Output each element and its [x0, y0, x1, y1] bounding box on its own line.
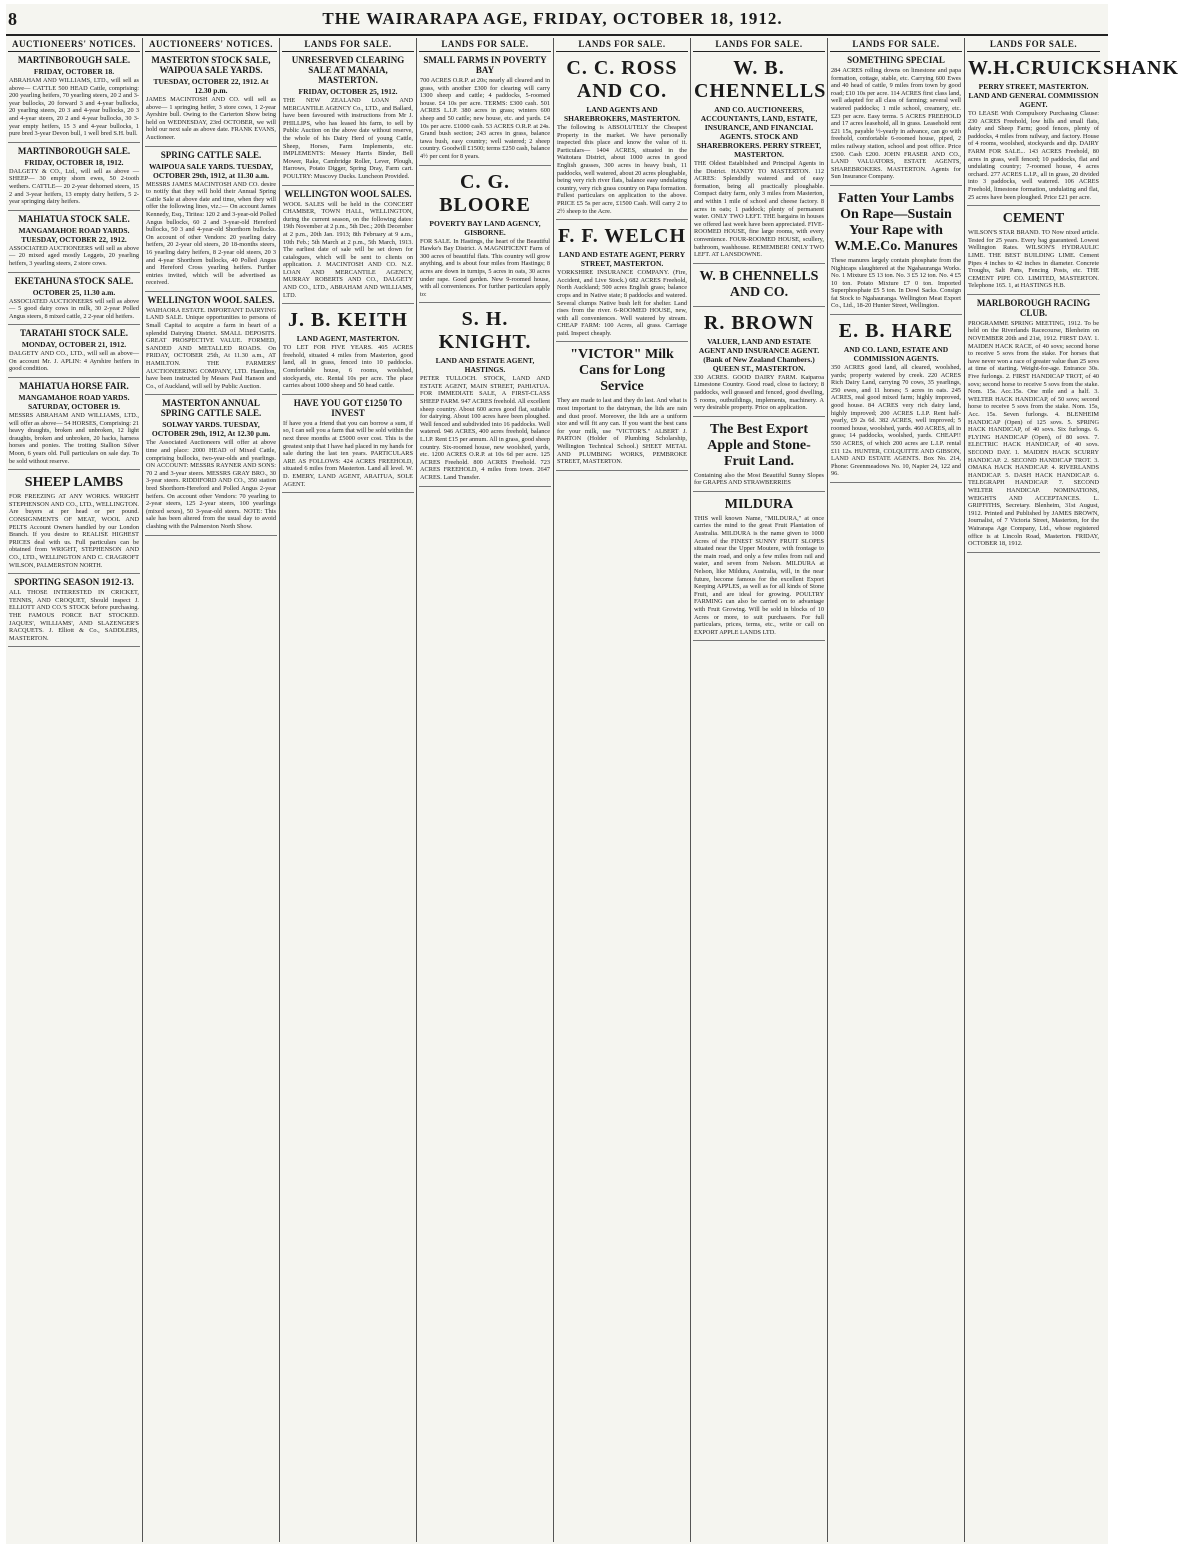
ad-body-text: WAIHAORA ESTATE. IMPORTANT DAIRYING LAND SALE. Unique opportunities to persons of Small Capital to acquire a farm in heart of a splendid Dairying District. SMALL DEPOSITS. GREAT PROSPECTIVE VALUE. FORMED, SANDED AND METALLED ROADS. On FRIDAY, OCTOBER 25th, At 11.30 a.m., AT HAMILTON. THE FARMERS' AUCTIONEERING COMPANY, LTD. Hamilton, have been instructed by Messrs Paul Hanson and Co., of Auckland, will sell by Public Auction.: [146, 306, 276, 390]
ad-heading: CEMENT: [1002, 211, 1065, 227]
advertisement: [419, 52, 551, 166]
ad-body-text: 700 ACRES O.R.P. at 20s; nearly all cleared and in grass, with another £300 for clearing will carry 1300 sheep and cattle; 4 paddocks, 5-roomed house. £4 10s per acre. TERMS: £300 cash. 501 ACRES L.I.P. 380 acres in grass; winters 600 sheep and 50 cattle; new house, etc. and yards. £4 10s per acre. £1000 cash. 53 ACRES O.R.P. at 24s. Grand bush section; 243 acres in grass, balance tawa bush, easy country; well watered; 2 sheep country. Goodwill £1500; terms £250 cash, balance 4½ per cent for 8 years.: [420, 77, 550, 160]
column-1: [6, 38, 143, 1542]
ad-subheading: FRIDAY, OCTOBER 18, 1912.: [24, 157, 124, 167]
ad-heading: MARTINBOROUGH SALE.: [17, 55, 131, 65]
advertisement: [8, 470, 140, 574]
ad-heading: HAVE YOU GOT £1250 TO INVEST: [293, 397, 403, 418]
advertisement: [145, 52, 277, 147]
ad-body-text: MESSRS ABRAHAM AND WILLIAMS, LTD., will offer as above— 54 HORSES, Comprising: 21 heavy draughts, broken and unbroken, 12 light draughts, broken and unbroken, 20 hacks, harness horses and ponies. The trotting Stallion Silver Moon, 6 years old. Full particulars on sale day. To be sold without reserve.: [9, 412, 139, 465]
column-2: [143, 38, 280, 1542]
ad-heading: MARLBOROUGH RACING CLUB.: [976, 297, 1091, 318]
ad-body-text: FOR FREEZING AT ANY WORKS. WRIGHT STEPHENSON AND CO., LTD., WELLINGTON. Are buyers at per head or per pound. CONSIGNMENTS OF MEAT, WOOL AND PELTS Account Owners handled by our London Branch. If you desire to REALISE HIGHEST PRICES deal with us. Full particulars can be obtained from WRIGHT, STEPHENSON AND CO., LTD., WELLINGTON AND C. CRAGROFT WILSON, PALMERSTON NORTH.: [9, 493, 139, 569]
ad-body-text: DALGETY & CO., Ltd., will sell as above — SHEEP— 30 empty shorn ewes, 50 2-tooth wethers. CATTLE— 20 2-year dehorned steers, 15 2 and 3-year heifers, 13 empty dairy heifers, 5 2-year springing dairy heifers.: [9, 167, 139, 206]
newspaper-title: THE WAIRARAPA AGE, FRIDAY, OCTOBER 18, 1912.: [322, 9, 783, 28]
ad-heading: E. B. HARE: [838, 320, 954, 343]
ad-heading: WELLINGTON WOOL SALES.: [147, 294, 275, 305]
ad-heading: W. B CHENNELLS AND CO.: [699, 268, 819, 300]
column-3: [280, 38, 417, 1542]
ad-heading: "VICTOR" Milk Cans for Long Service: [570, 347, 674, 395]
advertisement: [8, 273, 140, 326]
ad-body-text: The Associated Auctioneers will offer at above time and place: 2000 HEAD of Mixed Cattle, comprising bullocks, two-year-olds and yearlings. ON ACCOUNT: MESSRS RAYNER AND SONS: 70 2 and 3-year steers. MESSRS GRAY BRO., 30 3-year steers. RIDDIFORD AND CO., 350 station bred Shorthorn-Hereford and Polled Angus 2-year heifers. On account other Vendors: 70 yearling to 2-year steers, 125 2-year steers, 100 yearlings (mixed sexes), 50 3-year-old steers. NOTE: This sale has been altered from the usual day to avoid clashing with the Palmerston North Show.: [146, 439, 276, 530]
advertisement: [693, 417, 825, 492]
ad-subheading: LAND AGENT, MASTERTON.: [296, 334, 400, 344]
column-heading: LANDS FOR SALE.: [693, 38, 825, 52]
ad-body-text: FOR SALE. In Hastings, the heart of the Beautiful Hawke's Bay District. A MAGNIFICENT Farm of 300 acres of beautiful flats. This country will grow anything, and is about four miles from Hastings; 8 acres are down in turnips, 5 acres in oats, 30 acres under rape. Good garden. New 9-roomed house, with all conveniences. For further particulars apply to:: [420, 237, 550, 298]
ad-body-text: The following is ABSOLUTELY the Cheapest Property in the market. We have personally inspected this place and know the value of it. Particulars— 1404 ACRES, situated in the Waitotara District, about 1000 acres in good English grasses, 300 acres in heavy bush, 11 paddocks, well watered, about 20 acres ploughable, being very rich river flats, balance easy undulating country, very rich grass country on Papa formation. Fullest particulars on application to the above. PRICE £5 5s per acre, £1500 Cash. Will carry 2 to 2½ sheep to the Acre.: [557, 124, 687, 215]
ad-subheading: MONDAY, OCTOBER 21, 1912.: [21, 340, 127, 350]
ad-body-text: 330 ACRES. GOOD DAIRY FARM. Kaiparoa Limestone Country. Good road, close to factory; 8 paddocks, well grassed and fenced, good dwelling, 5 rooms, outbuildings, implements, machinery. A very desirable property. Price on application.: [694, 373, 824, 412]
advertisement: [419, 166, 551, 304]
ad-subheading: VALUER, LAND AND ESTATE AGENT AND INSURANCE AGENT. (Bank of New Zealand Chambers.) QUEEN ST., MASTERTON.: [698, 336, 820, 373]
ad-body-text: PETER TULLOCH. STOCK, LAND AND ESTATE AGENT, MAIN STREET, PAHIATUA. FOR IMMEDIATE SALE, A FIRST-CLASS SHEEP FARM. 947 ACRES freehold. All excellent sheep country. About 600 acres good flat, suitable for dairying. About 100 acres have been ploughed. Well fenced and subdivided into 16 paddocks. Well watered. 946 ACRES, 400 acres freehold, balance L.I.P. Rent £15 per annum. All in grass, good sheep country. Six-roomed house, new woolshed, yards, etc. 1200 ACRES O.R.P. at 10s 6d per acre. 125 ACRES Freehold. 800 ACRES Freehold. 723 ACRES FREEHOLD, 4 miles from town. 2647 ACRES. Land Transfer.: [420, 375, 550, 481]
ad-heading: Fatten Your Lambs On Rape—Sustain Your Rape with W.M.E.Co. Manures: [834, 190, 958, 254]
ad-heading: SOMETHING SPECIAL: [847, 55, 945, 65]
column-heading: LANDS FOR SALE.: [830, 38, 962, 52]
advertisement: [693, 492, 825, 642]
ad-body-text: ASSOCIATED AUCTIONEERS will sell as above— 20 mixed aged mostly Leggets, 20 yearling heifers, 3 yearling steers, 2 store cows.: [9, 244, 139, 267]
ad-body-text: THE NEW ZEALAND LOAN AND MERCANTILE AGENCY Co., LTD., and Ballard, have been favoured with instructions from Mr J. PHILLIPS, who has leased his farm, to sell by Public Auction on the above date without reserve, the whole of his Dairy Herd of young Cattle, Sheep, Horses, Farm Implements, etc. IMPLEMENTS: Messey Harris Binder, Bell Mower, Rake, Cambridge Roller, Lever, Plough, Harrows, Potato Digger, Spring Dray, Farm cart. POULTRY: Muscovy Ducks. Luncheon Provided.: [283, 97, 413, 180]
advertisement: [830, 186, 962, 315]
ad-heading: TARATAHI STOCK SALE.: [19, 328, 129, 339]
ad-heading: C. C. ROSS AND CO.: [566, 57, 678, 102]
column-heading: LANDS FOR SALE.: [556, 38, 688, 52]
ad-subheading: PERRY STREET, MASTERTON. LAND AND GENERAL COMMISSION AGENT.: [968, 82, 1099, 109]
advertisement: [830, 52, 962, 186]
ad-heading: SMALL FARMS IN POVERTY BAY: [423, 55, 547, 75]
ad-heading: W. B. CHENNELLS: [694, 57, 827, 102]
ad-body-text: ASSOCIATED AUCTIONEERS will sell as above— 5 good dairy cows in milk, 30 2-year Polled Angus steers, 8 mixed cattle, 2 2-year old heifers.: [9, 297, 139, 320]
column-5: [554, 38, 691, 1542]
ad-body-text: WILSON'S STAR BRAND. TO Now nixed article. Tested for 25 years. Every bag guaranteed. Lowest Wellington Rates. WILSON'S HYDRAULIC LIME. THE BEST BUILDING LIME. Cement Pipes 4 inches to 42 inches in diameter. Concrete Troughs, Salt Pans, Fencing Posts, etc. THE CEMENT PIPE CO. LIMITED, MASTERTON. Telephone 165. 1, at HASTINGS H.B.: [968, 229, 1099, 290]
ad-heading: J. B. KEITH: [288, 309, 408, 332]
column-7: [828, 38, 965, 1542]
newspaper-page: [6, 4, 1179, 1544]
ad-body-text: TO LET FOR FIVE YEARS. 405 ACRES freehold, situated 4 miles from Masterton, good land, all in grass, fenced into 10 paddocks. Comfortable house, 6 rooms, woolshed, stockyards, etc. Rental 10s per acre. The place carries about 1000 sheep and 50 head cattle.: [283, 344, 413, 390]
advertisement: [8, 211, 140, 273]
advertisement: [8, 378, 140, 470]
ad-subheading: AND CO. AUCTIONEERS, ACCOUNTANTS, LAND, ESTATE, INSURANCE, AND FINANCIAL AGENTS. STOCK AND SHAREBROKERS. PERRY STREET, MASTERTON.: [696, 105, 822, 159]
ad-heading: MASTERTON ANNUAL SPRING CATTLE SALE.: [160, 398, 262, 419]
advertisement: [8, 52, 140, 143]
advertisement: [830, 315, 962, 483]
ad-heading: MASTERTON STOCK SALE, WAIPOUA SALE YARDS.: [151, 55, 271, 75]
column-heading: AUCTIONEERS' NOTICES.: [145, 38, 277, 52]
ad-subheading: FRIDAY, OCTOBER 25, 1912.: [298, 87, 398, 96]
ad-subheading: LAND AND ESTATE AGENT, HASTINGS.: [435, 356, 535, 375]
advertisement: [145, 395, 277, 535]
ad-subheading: SOLWAY YARDS. TUESDAY, OCTOBER 29th, 1912, At 12.30 p.m.: [151, 420, 271, 439]
ad-heading: SHEEP LAMBS: [24, 475, 124, 491]
ad-body-text: If have you a friend that you can borrow a sum, if so, I can sell you a farm that will be sold within the next three months at £5000 over cost. This is the greatest snip that I have had placed in my hands for sale during the last ten years. PARTICULARS ARE AS FOLLOWS: 424 ACRES FREEHOLD, situated 6 miles from Masterton. Land all level. W. D. EMERY, LAND AGENT, ARAITUA, SOLE AGENT.: [283, 419, 413, 488]
ad-heading: F. F. WELCH: [557, 225, 687, 248]
ad-body-text: They are made to last and they do last. And what is most important to the dairyman, the lids are rain and dust proof. Moreover, the lids are a uniform size and will fit any can. If you want the best cans for your milk, use "VICTOR'S." ALBERT J. PARTON (Holder of Plumbing Scholarship, Wellington Technical School.) SHEET METAL AND PLUMBING WORKS, PEMBROKE STREET, MASTERTON.: [557, 397, 687, 466]
ad-heading: SPRING CATTLE SALE.: [160, 149, 262, 160]
ad-subheading: TUESDAY, OCTOBER 22, 1912. At 12.30 p.m.: [153, 77, 269, 95]
advertisement: [419, 303, 551, 486]
advertisement: [967, 206, 1100, 295]
ad-body-text: YORKSHIRE INSURANCE COMPANY. (Fire, Accident, and Live Stock.) 682 ACRES Freehold, North Auckland; 500 acres English grass; balance crops and in Native state; 8 paddocks and watered. Several clumps Native bush left for shelter. Land rises from the river. 6-ROOMED HOUSE, new, with all conveniences. Well watered by stream. CHEAP FARM: 100 Acres, all grass. Carriage paid. Inspect cheaply.: [557, 269, 687, 337]
advertisement: [145, 147, 277, 292]
ad-heading: SPORTING SEASON 1912-13.: [14, 577, 134, 588]
advertisement: [145, 292, 277, 396]
ad-body-text: DALGETY AND CO., LTD., will sell as above— On account Mr. J. APLIN: 4 Ayrshire heifers in good condition.: [9, 350, 139, 373]
advertisement: [8, 325, 140, 378]
ad-body-text: JAMES MACINTOSH AND CO. will sell as above— 1 springing heifer, 3 store cows, 1 2-year Ayrshire bull. Owing to the Carterton Show being held on WEDNESDAY, 23rd OCTOBER, we will hold our next sale as above date. FRANK EVANS, Auctioneer.: [146, 96, 276, 141]
ad-subheading: FRIDAY, OCTOBER 18.: [33, 67, 115, 76]
ad-body-text: WOOL SALES will be held in the CONCERT CHAMBER, TOWN HALL, WELLINGTON, during the current season, on the following dates: 19th November at 2 p.m., 5th Dec.; 20th December at 2 p.m., 20th Jan. 1913; 8th February at 9 a.m., 10th Feb.; 5th March at 2 p.m., 5th March, 1913. The earliest date of sale will be set down for catalogues, which will be sent to clients on application. J. MACINTOSH AND CO. N.Z. LOAN AND MERCANTILE AGENCY, MURRAY ROBERTS AND CO., DALGETY AND CO., LTD., ABRAHAM AND WILLIAMS, LTD.: [283, 200, 413, 299]
ad-body-text: PROGRAMME SPRING MEETING, 1912. To be held on the Riverlands Racecourse, Blenheim on NOVEMBER 20th and 21st, 1912. FIRST DAY. 1. MAIDEN HACK RACE, of 40 sovs; second horse to receive 5 sovs from the stake. For horses that have never won a race of greater value than 25 sovs at time of starting. Weight-for-age. Entrance 30s. Five furlongs. 2. FIRST HANDICAP TROT, of 40 sovs; second horse to receive 5 sovs from the stake. Nom. 15s. Acc.15s. One mile and a half. 3. WELTER HACK HANDICAP, of 50 sovs; second horse to receive 5 sovs from the stake. Nom. 15s, Acc. 15s. Seven furlongs. 4. BLENHEIM HANDICAP (Open) of 125 sovs. 5. SPRING HACK HANDICAP, of 40 sovs. Six furlongs. 6. FLYING HANDICAP (Open), of 80 sovs. 7. ELECTRIC HACK HANDICAP, of 40 sovs. SECOND DAY. 1. MAIDEN HACK SCURRY HANDICAP. 2. SECOND HANDICAP TROT. 3. OMAKA HACK HANDICAP. 4. RIVERLANDS HANDICAP. 5. DASH HACK HANDICAP. 6. TELEGRAPH HANDICAP. 7. SECOND WELTER HANDICAP. NOMINATIONS, WEIGHTS AND ACCEPTANCES. L. GRIFFITHS, Secretary. Blenheim, 31st August, 1912. Printed and Published by JAMES BROWN, Journalist, of 7 Victoria Street, Masterton, for the Wairarapa Age Company, Ltd., whose registered office is at Lincoln Road, Masterton. FRIDAY, OCTOBER 18, 1912.: [968, 319, 1099, 548]
advertisement: [556, 52, 688, 220]
advertisement: [693, 264, 825, 307]
advertisement: [693, 52, 825, 264]
ad-body-text: MESSRS JAMES MACINTOSH AND CO. desire to notify that they will hold their Annual Spring Cattle Sale at above date and time, when they will offer the following lines, viz.:— On account James Kennedy, Esq., Tiritea: 120 2 and 3-year-old Polled Angus bullocks, 60 2 and 3-year-old Hereford bullocks, 50 3 and 4-year-old Shorthorn bullocks. On account of other Vendors: 20 yearling dairy heifers, 20 2-year old steers, 20 18-months steers, 16 yearling dairy heifers, 8 2-year old steers, 20 3 and 4-year Shorthorn bullocks, 40 Polled Angus and Hereford Cross yearling heifers. Further entries invited, which will be advertised as received.: [146, 180, 276, 287]
ad-body-text: Containing also the Most Beautiful Sunny Slopes for GRAPES AND STRAWBERRIES: [694, 471, 824, 487]
advertisement: [8, 574, 140, 647]
ad-body-text: 284 ACRES rolling downs on limestone and papa formation, cottage, stable, etc. Carrying 600 Ewes and 40 head of cattle, 9 miles from town by good road; £10 10s per acre. 114 ACRES first class land, well adapted for all class of farming; several well watered paddocks; 1 mile school, creamery, etc. £23 per acre. Easy terms. 5 ACRES FREEHOLD and 17 acres leasehold, all in grass. Leasehold rent £21 15s, payable ½-yearly in advance, can go with freehold, comfortable 6-roomed house, piped, 2 miles railway station, school and post office. Price £500. Cash £200. JOHN FRASER AND CO., LAND VALUATORS, ESTATE AGENTS, SHAREBROKERS. MASTERTON. Agents for Sun Insurance Company.: [831, 67, 961, 181]
ad-subheading: LAND AND ESTATE AGENT, PERRY STREET, MASTERTON.: [558, 250, 686, 269]
advertisement: [282, 395, 414, 493]
column-heading: AUCTIONEERS' NOTICES.: [8, 38, 140, 52]
advertisement: [556, 220, 688, 342]
advertisement: [693, 307, 825, 417]
advertisement: [282, 52, 414, 186]
column-6: [691, 38, 828, 1542]
column-4: [417, 38, 554, 1542]
ad-heading: MARTINBOROUGH SALE.: [17, 145, 131, 156]
ad-subheading: OCTOBER 25, 11.30 a.m.: [32, 287, 116, 297]
ad-subheading: WAIPOUA SALE YARDS. TUESDAY, OCTOBER 29th, 1912, at 11.30 a.m.: [148, 161, 273, 180]
advertisement: [8, 143, 140, 211]
ad-heading: The Best Export Apple and Stone-Fruit Land.: [707, 421, 811, 469]
column-heading: LANDS FOR SALE.: [419, 38, 551, 52]
ad-body-text: ABRAHAM AND WILLIAMS, LTD., will sell as above— CATTLE 500 HEAD Cattle, comprising: 200 yearling heifers, 70 yearling steers, 20 2 and 3-year bullocks, 20 forward 3 and 4-year bullocks, 20 yearling steers, 20 3 and 4-year bullocks, 20 3 and 4-year steers, 20 2 and 4-year bullocks, 30 3-year empty heifers, 15 3 and 4-year bullocks, 1 pure bred 3-year Devon bull, 1 well bred S.H. bull.: [9, 77, 139, 138]
advertisement: [282, 304, 414, 395]
masthead: [6, 4, 1108, 36]
ad-heading: EKETAHUNA STOCK SALE.: [14, 275, 134, 286]
ad-subheading: MANGAMAHOE ROAD YARDS. TUESDAY, OCTOBER 22, 1912.: [18, 225, 130, 244]
ad-body-text: These manures largely contain phosphate from the Nightcaps slaughtered at the Ngahauranga Works. No. 1 Mixture £5 13 ton. No. 3 £5 12 ton. No. 4 £5 10 ton. Potato Mixture £7 0 ton. Imported Superphosphate £5 5 ton. In Dowl Sacks. Consign fat Stock to Ngahauranga. Wellington Meat Export Co., Ltd., 18-20 Hunter Street, Wellington.: [831, 256, 961, 310]
ad-heading: C. G. BLOORE: [439, 170, 531, 216]
ad-heading: MILDURA: [724, 496, 794, 512]
ad-heading: MAHIATUA STOCK SALE.: [18, 213, 130, 224]
advertisement: [282, 186, 414, 305]
ad-body-text: 350 ACRES good land, all cleared, woolshed, yards; property watered by creek. 220 ACRES Rich Dairy Land, carrying 70 cows, 35 yearlings, 250 ewes, and 11 horses; 5 acres in oats. 245 ACRES, real good mixed farm; highly improved, good house. 84 ACRES very rich dairy land, highly improved; 200 ACRES L.I.P. Rent half-yearly, £9 2s 6d. 382 ACRES, well improved; 5 roomed house, woolshed, yards. 460 ACRES, all in grass; 14 paddocks, woolshed, yards. CHEAP!! 550 ACRES, of which 200 acres are L.I.P. rental £11 12s. HUNTER, COLQUITTE AND GIBSON, LAND AND ESTATE AGENTS. Box No. 214, Phone: Greenmeadows No. 10, Napier 24, 122 and 96.: [831, 364, 961, 478]
column-heading: LANDS FOR SALE.: [282, 38, 414, 52]
advertisement: [967, 295, 1100, 553]
ad-heading: R. BROWN: [703, 311, 815, 334]
column-8: [965, 38, 1179, 1542]
page-number: 8: [8, 8, 17, 29]
advertisement: [967, 52, 1179, 206]
column-heading: LANDS FOR SALE.: [967, 38, 1100, 52]
advertisement: [556, 342, 688, 470]
ad-body-text: TO LEASE With Compulsory Purchasing Clause: 230 ACRES Freehold, low hills and small flats, dairy and Sheep Farm; good fences, plenty of paddocks, 4 miles from railway, and factory. House of 4 rooms, woolshed, stockyards and dip. DAIRY FARM FOR SALE... 143 ACRES Freehold, 80 acres in grass, well fenced; 10 paddocks, flat and undulating country; 7-roomed house, 4 acres orchard. 277 ACRES L.I.P., all in grass, 20 divided into 3 paddocks, well watered. 106 ACRES Freehold, limestone formation, undulating and flat, 25 acres have been ploughed. Price £21 per acre.: [968, 110, 1099, 201]
ad-subheading: AND CO. LAND, ESTATE AND COMMISSION AGENTS.: [843, 345, 949, 364]
columns: [6, 38, 1179, 1542]
ad-body-text: THIS well known Name, "MILDURA," at once carries the mind to the great Fruit Plantation of Australia. MILDURA is the name given to 1000 Acres of the FINEST SUNNY FRUIT SLOPES situated near the Upper Moutere, with frontage to the main road, and only a few miles from rail and water, and seven from Nelson. MILDURA at Nelson, like Mildura, Australia, will, in the near future, become famous for the excellent Export Keeping APPLES, as well as for all kinds of Stone Fruit, and are ideal for growing. POULTRY FARMING can also be carried on to advantage with Fruit Growing. Will be sold in blocks of 10 Acres or more, to suit purchasers. For full particulars, prices, terms, etc., write or call on EXPORT APPLE LANDS LTD.: [694, 514, 824, 636]
ad-heading: UNRESERVED CLEARING SALE AT MANAIA, MASTERTON.: [291, 55, 405, 85]
ad-heading: WELLINGTON WOOL SALES.: [284, 188, 412, 199]
ad-heading: W.H.CRUICKSHANK: [968, 57, 1179, 79]
ad-subheading: POVERTY BAY LAND AGENCY, GISBORNE.: [429, 218, 541, 237]
ad-body-text: THE Oldest Established and Principal Agents in the District. HANDY TO MASTERTON. 112 ACRES: Splendidly watered and of easy formation, being all practically ploughable. Compact dairy farm, only 3 miles from Masterton, and within 1 mile of school and cheese factory. 8 acres in oats; 1 paddock; plenty of permanent water. ONLY TWO LEFT. THE bargains in houses we offered last week have been appreciated. FIVE-ROOMED HOUSE, fine large rooms, with every convenience. FOUR-ROOMED HOUSE, scullery, bathroom, washhouse. REMEMBER! ONLY TWO LEFT. AT LANSDOWNE.: [694, 160, 824, 259]
ad-subheading: LAND AGENTS AND SHAREBROKERS, MASTERTON.: [563, 105, 681, 123]
ad-heading: S. H. KNIGHT.: [438, 308, 532, 354]
ad-subheading: MANGAMAHOE ROAD YARDS. SATURDAY, OCTOBER 19.: [18, 393, 130, 412]
ad-heading: MAHIATUA HORSE FAIR.: [19, 381, 129, 392]
ad-body-text: ALL THOSE INTERESTED IN CRICKET, TENNIS, AND CROQUET, Should inspect J. ELLIOTT AND CO.'S STOCK before purchasing. THE FAMOUS FORCE BAT STOCKED. JAQUES', WILLIAMS', AND SLAZENGER'S RACQUETS. J. Elliott & Co., SADDLERS, MASTERTON.: [9, 589, 139, 642]
